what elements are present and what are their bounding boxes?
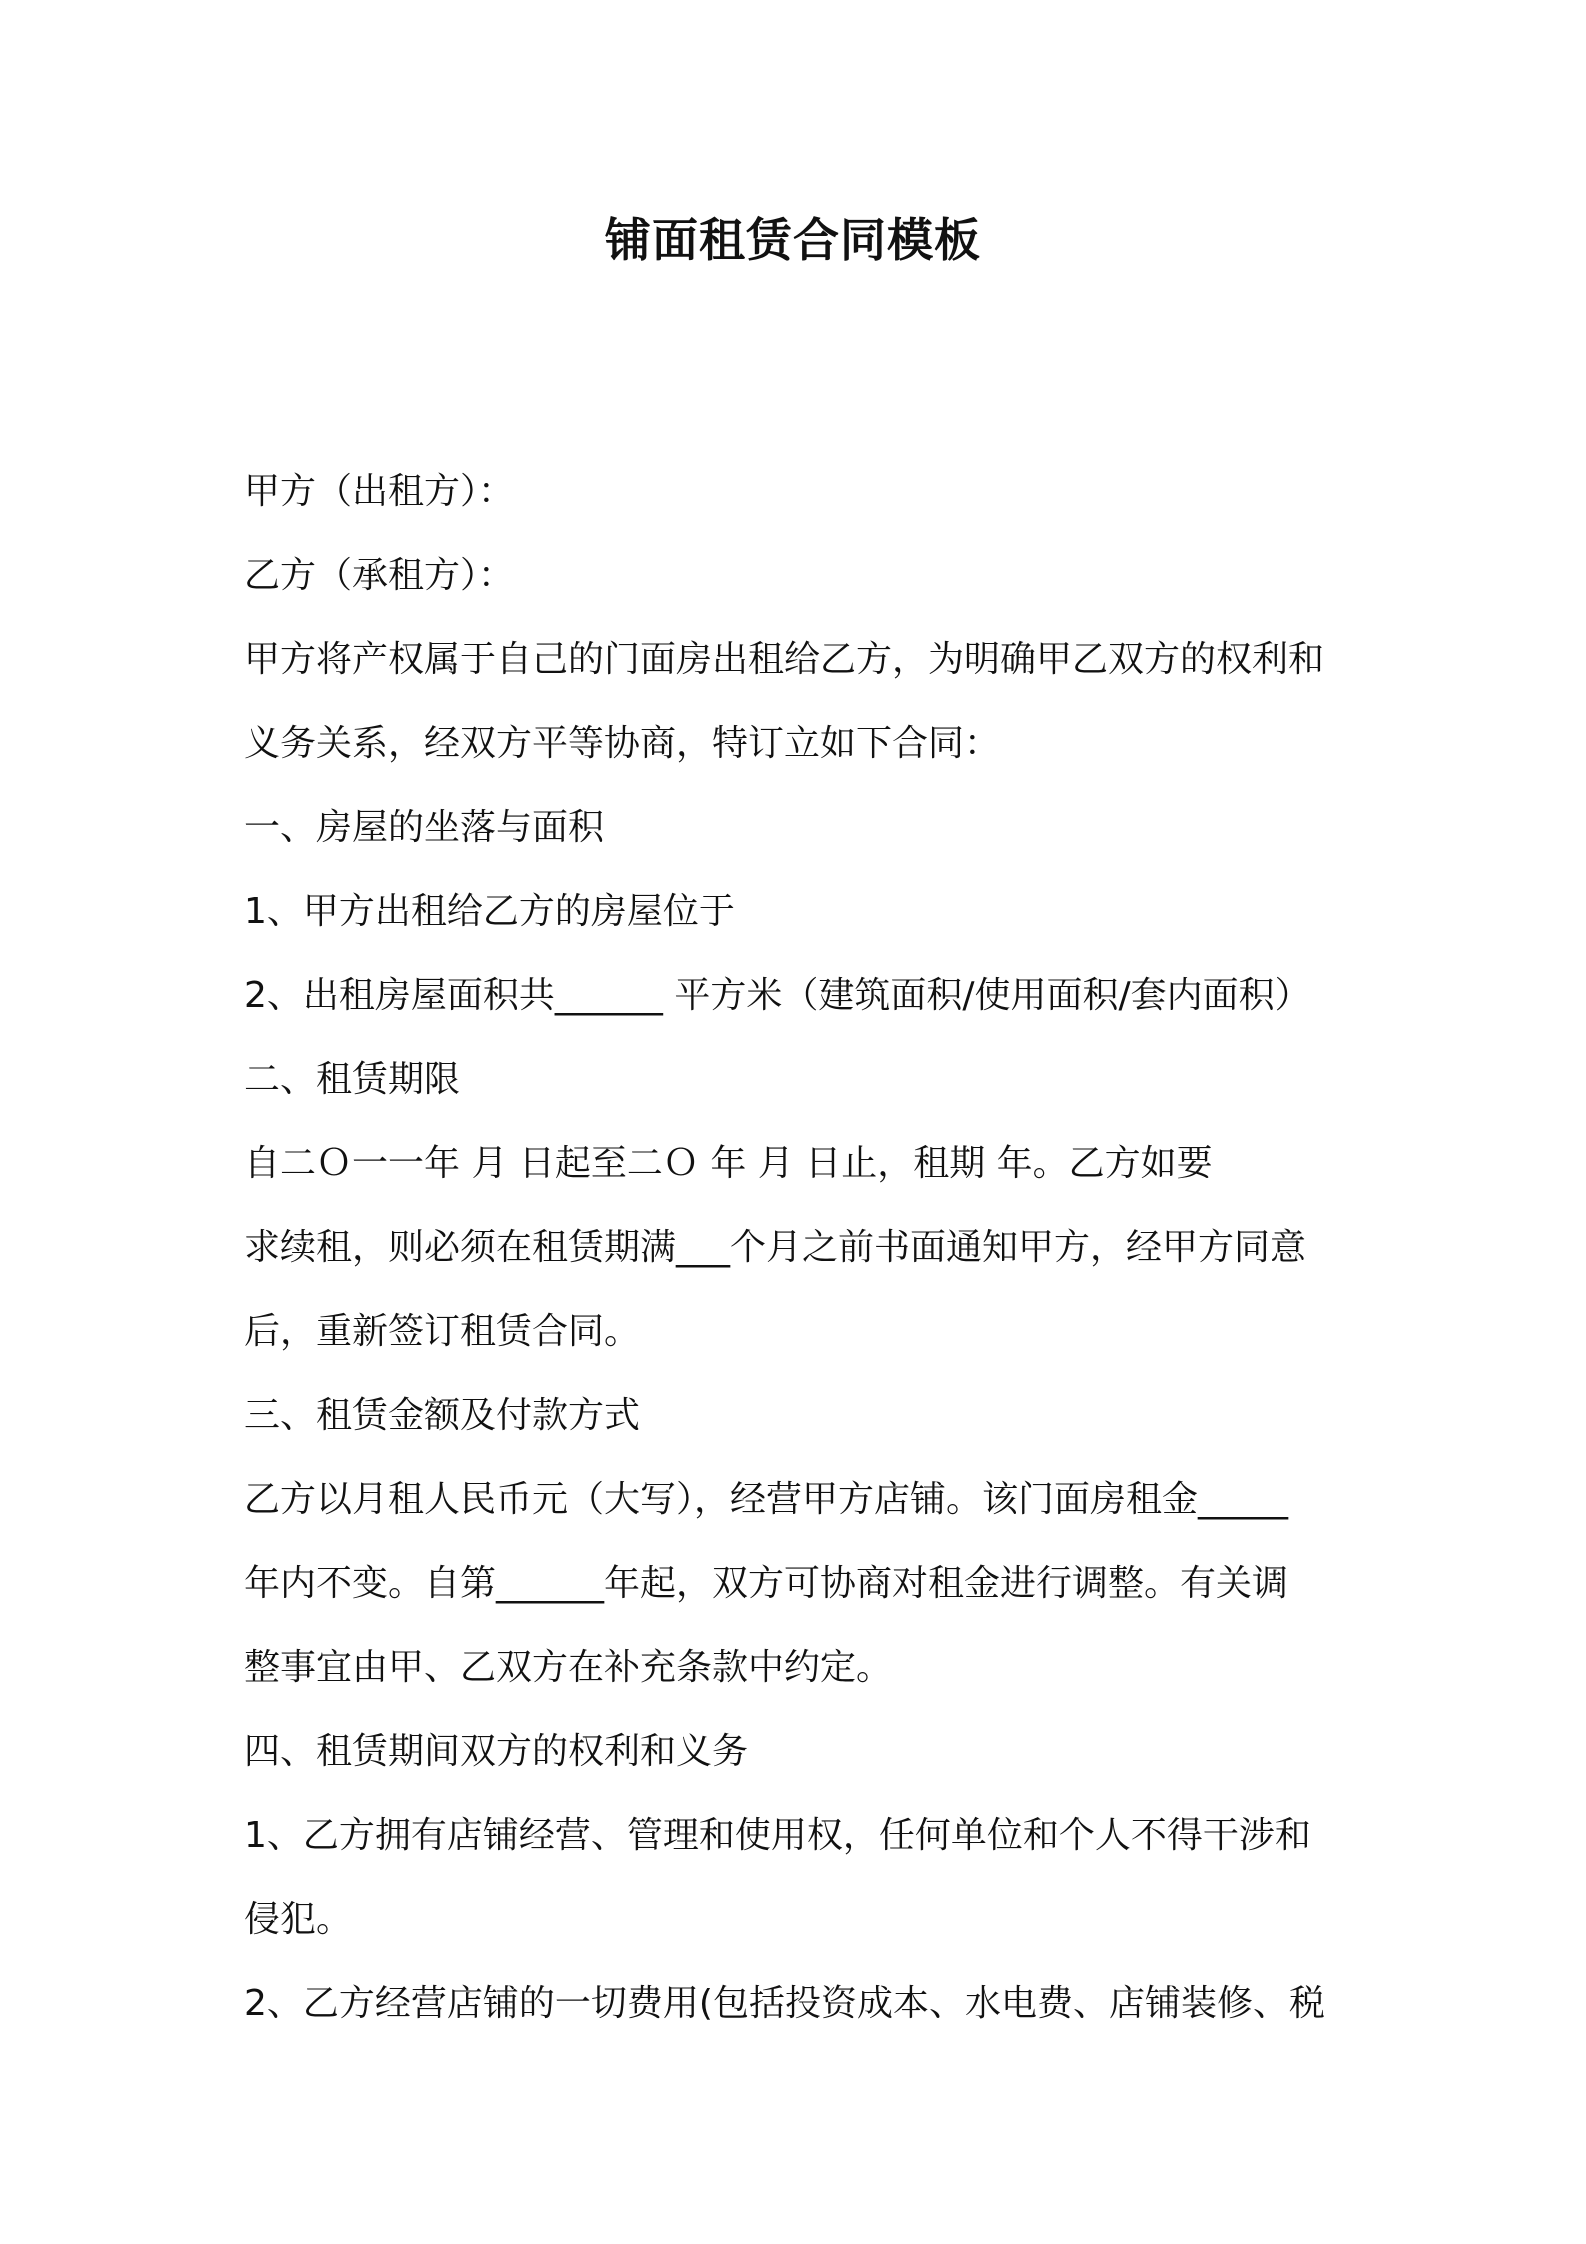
intro-line-2: 义务关系，经双方平等协商，特订立如下合同： xyxy=(244,723,1001,764)
rent-line-2: 年内不变。自第______年起，双方可协商对租金进行调整。有关调 xyxy=(244,1563,1289,1604)
section-heading-1: 一、房屋的坐落与面积 xyxy=(244,807,605,848)
clause-4-1-line-1: 1、乙方拥有店铺经营、管理和使用权，任何单位和个人不得干涉和 xyxy=(244,1815,1311,1856)
party-b-line: 乙方（承租方）： xyxy=(244,555,515,596)
document-title: 铺面租赁合同模板 xyxy=(605,213,981,267)
party-a-line: 甲方（出租方）： xyxy=(244,471,515,512)
section-heading-3: 三、租赁金额及付款方式 xyxy=(244,1395,641,1436)
term-line-2: 求续租，则必须在租赁期满___个月之前书面通知甲方，经甲方同意 xyxy=(244,1227,1307,1268)
rent-line-1: 乙方以月租人民币元（大写），经营甲方店铺。该门面房租金_____ xyxy=(244,1479,1289,1520)
clause-4-2-line-1: 2、乙方经营店铺的一切费用(包括投资成本、水电费、店铺装修、税 xyxy=(244,1983,1325,2024)
section-heading-2: 二、租赁期限 xyxy=(244,1059,461,1100)
rent-line-3: 整事宜由甲、乙双方在补充条款中约定。 xyxy=(244,1647,893,1688)
contract-body xyxy=(244,450,1354,2046)
clause-1-2: 2、出租房屋面积共______ 平方米（建筑面积/使用面积/套内面积） xyxy=(244,975,1311,1016)
clause-1-1: 1、甲方出租给乙方的房屋位于 xyxy=(244,891,735,932)
clause-4-1-line-2: 侵犯。 xyxy=(244,1899,353,1940)
term-line-3: 后，重新签订租赁合同。 xyxy=(244,1311,641,1352)
term-line-1: 自二Ｏ一一年 月 日起至二Ｏ 年 月 日止，租期 年。乙方如要 xyxy=(244,1143,1213,1184)
intro-line-1: 甲方将产权属于自己的门面房出租给乙方，为明确甲乙双方的权利和 xyxy=(244,639,1325,680)
section-heading-4: 四、租赁期间双方的权利和义务 xyxy=(244,1731,749,1772)
